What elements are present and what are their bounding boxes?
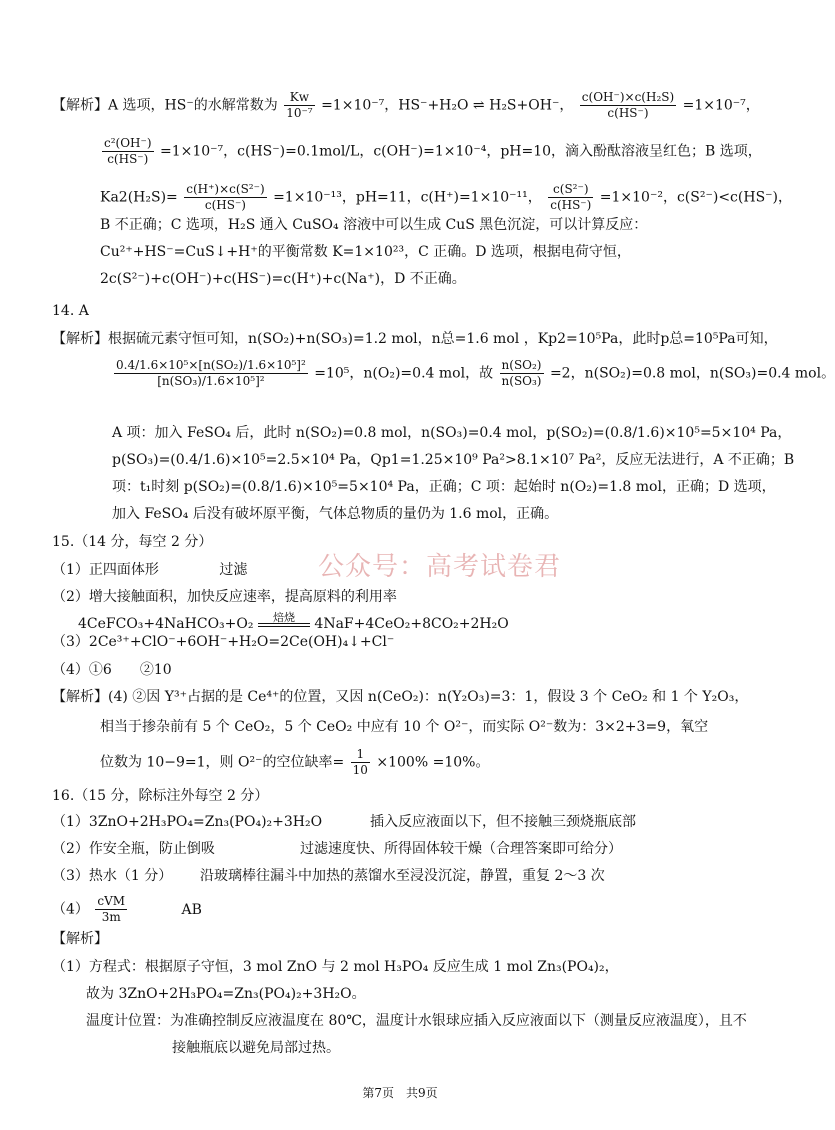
frac-num: Kw bbox=[284, 90, 314, 106]
frac-den: 10⁻⁷ bbox=[286, 106, 313, 120]
frac-den: c(HS⁻) bbox=[107, 152, 149, 166]
frac-num: 1 bbox=[351, 747, 370, 763]
fraction bbox=[548, 182, 593, 213]
text: ×100% =10%。 bbox=[376, 754, 490, 771]
q16-analysis-line2: 故为 3ZnO+2H₃PO₄=Zn₃(PO₄)₂+3H₂O。 bbox=[86, 986, 366, 1002]
q14-analysis-line6: 加入 FeSO₄ 后没有破坏原平衡，气体总物质的量仍为 1.6 mol，正确。 bbox=[112, 506, 559, 522]
q14-analysis-line1: 【解析】根据硫元素守恒可知，n(SO₂)+n(SO₃)=1.2 mol，n总=1.6 mol ，Kp2=10⁵Pa，此时p总=10⁵Pa可知， bbox=[52, 331, 778, 347]
q14-analysis-line5: 项：t₁时刻 p(SO₂)=(0.8/1.6)×10⁵=5×10⁴ Pa，正确；C 项：起始时 n(O₂)=1.8 mol，正确；D 选项， bbox=[112, 479, 776, 495]
analysis-13-line1 bbox=[52, 90, 760, 121]
fraction bbox=[284, 90, 314, 121]
q15-equation bbox=[78, 612, 509, 633]
text: 4NaF+4CeO₂+8CO₂+2H₂O bbox=[314, 616, 509, 632]
fraction bbox=[500, 358, 544, 389]
q14-equation bbox=[112, 358, 835, 389]
frac-den: 3m bbox=[101, 910, 121, 924]
q16-heading: 16.（15 分，除标注外每空 2 分） bbox=[52, 788, 269, 804]
frac-den: c(HS⁻) bbox=[607, 106, 649, 120]
text: （1）正四面体形 bbox=[52, 562, 159, 578]
text: =1×10⁻²，c(S²⁻)<c(HS⁻)， bbox=[599, 189, 793, 206]
text: （3）热水（1 分） bbox=[52, 868, 173, 884]
q14-analysis-line3: A 项：加入 FeSO₄ 后，此时 n(SO₂)=0.8 mol，n(SO₃)=0.4 mol，p(SO₂)=(0.8/1.6)×10⁵=5×10⁴ Pa， bbox=[112, 425, 792, 441]
text: 沿玻璃棒往漏斗中加热的蒸馏水至浸没沉淀，静置，重复 2～3 次 bbox=[200, 868, 605, 884]
text: （1）3ZnO+2H₃PO₄=Zn₃(PO₄)₂+3H₂O bbox=[52, 814, 323, 830]
text: 4CeFCO₃+4NaHCO₃+O₂ bbox=[78, 616, 254, 632]
frac-num: c²(OH⁻) bbox=[104, 136, 152, 150]
page-footer: 第7页 共9页 bbox=[362, 1086, 438, 1100]
analysis-13-line5: Cu²⁺+HS⁻=CuS↓+H⁺的平衡常数 K=1×10²³，C 正确。D 选项，根据电荷守恒， bbox=[100, 244, 631, 260]
q16-answer-4 bbox=[52, 894, 202, 925]
frac-den: n(SO₃) bbox=[501, 374, 542, 388]
text: =10⁵，n(O₂)=0.4 mol，故 bbox=[314, 365, 494, 382]
frac-num: c(S²⁻) bbox=[548, 182, 593, 198]
q16-analysis-line4: 接触瓶底以避免局部过热。 bbox=[172, 1040, 340, 1056]
analysis-13-line6: 2c(S²⁻)+c(OH⁻)+c(HS⁻)=c(H⁺)+c(Na⁺)，D 不正确。 bbox=[100, 271, 466, 287]
q16-answer-1 bbox=[52, 813, 636, 831]
fraction bbox=[114, 358, 308, 389]
q15-analysis-line3 bbox=[100, 747, 489, 778]
q16-answer-2 bbox=[52, 840, 622, 858]
frac-num: c(OH⁻)×c(H₂S) bbox=[581, 90, 675, 104]
q16-answer-3 bbox=[52, 867, 605, 885]
frac-den: c(HS⁻) bbox=[204, 198, 246, 212]
q15-answer-1 bbox=[52, 561, 247, 579]
fraction bbox=[184, 182, 266, 213]
q15-answer-2: （2）增大接触面积，加快反应速率，提高原料的利用率 bbox=[52, 589, 397, 605]
frac-num: n(SO₂) bbox=[501, 358, 542, 372]
q15-analysis-line1: 【解析】(4) ②因 Y³⁺占据的是 Ce⁴⁺的位置，又因 n(CeO₂)：n(Y₂O₃)=3：1，假设 3 个 CeO₂ 和 1 个 Y₂O₃， bbox=[52, 689, 749, 705]
frac-num: cVM bbox=[97, 894, 126, 908]
text: （2）作安全瓶，防止倒吸 bbox=[52, 841, 215, 857]
text: （4） bbox=[52, 901, 89, 918]
text: 位数为 10−9=1，则 O²⁻的空位缺率= bbox=[100, 754, 345, 771]
frac-num: 0.4/1.6×10⁵×[n(SO₂)/1.6×10⁵]² bbox=[116, 358, 306, 372]
text: Ka2(H₂S)= bbox=[100, 189, 178, 206]
watermark: 公众号：高考试卷君 bbox=[318, 552, 562, 582]
fraction bbox=[351, 747, 370, 778]
text: =1×10⁻¹³，pH=11，c(H⁺)=1×10⁻¹¹， bbox=[273, 189, 542, 206]
q16-analysis-line1: （1）方程式：根据原子守恒，3 mol ZnO 与 2 mol H₃PO₄ 反应生成 1 mol Zn₃(PO₄)₂， bbox=[52, 959, 619, 975]
analysis-13-line4: B 不正确；C 选项，H₂S 通入 CuSO₄ 溶液中可以生成 CuS 黑色沉淀，可以计算反应： bbox=[100, 217, 648, 233]
text: =1×10⁻⁷，HS⁻+H₂O ⇌ H₂S+OH⁻， bbox=[321, 97, 574, 114]
frac-num: c(H⁺)×c(S²⁻) bbox=[186, 182, 265, 196]
text: 【解析】A 选项，HS⁻的水解常数为 bbox=[52, 97, 278, 114]
q16-analysis-line3: 温度计位置：为准确控制反应液温度在 80℃，温度计水银球应插入反应液面以下（测量反应液温度），且不 bbox=[86, 1013, 747, 1029]
text: 插入反应液面以下，但不接触三颈烧瓶底部 bbox=[370, 814, 636, 830]
frac-den: [n(SO₃)/1.6×10⁵]² bbox=[157, 374, 265, 388]
text: 过滤速度快、所得固体较干燥（合理答案即可给分） bbox=[300, 841, 622, 857]
text: 过滤 bbox=[219, 562, 248, 578]
fraction bbox=[580, 90, 676, 121]
reaction-arrow bbox=[258, 612, 310, 633]
text: =2，n(SO₂)=0.8 mol，n(SO₃)=0.4 mol。 bbox=[549, 365, 835, 382]
q14-analysis-line4: p(SO₃)=(0.4/1.6)×10⁵=2.5×10⁴ Pa，Qp1=1.25×10⁹ Pa²>8.1×10⁷ Pa²，反应无法进行，A 不正确；B bbox=[112, 452, 795, 468]
analysis-13-line3 bbox=[100, 182, 792, 213]
q15-analysis-line2: 相当于掺杂前有 5 个 CeO₂，5 个 CeO₂ 中应有 10 个 O²⁻，而实际 O²⁻数为：3×2+3=9，氧空 bbox=[100, 719, 709, 735]
text: =1×10⁻⁷， bbox=[682, 97, 760, 114]
frac-den: c(HS⁻) bbox=[550, 198, 592, 212]
q15-heading: 15.（14 分，每空 2 分） bbox=[52, 534, 213, 550]
q14-answer: 14. A bbox=[52, 303, 89, 319]
text: =1×10⁻⁷，c(HS⁻)=0.1mol/L，c(OH⁻)=1×10⁻⁴，pH=10，滴入酚酞溶液呈红色；B 选项， bbox=[159, 143, 762, 160]
reaction-condition: 焙烧 bbox=[272, 611, 295, 624]
frac-den: 10 bbox=[352, 763, 368, 777]
q15-answer-4: （4）①6 ②10 bbox=[52, 662, 172, 678]
fraction bbox=[95, 894, 127, 925]
analysis-13-line2 bbox=[100, 136, 762, 167]
fraction bbox=[102, 136, 154, 167]
text: AB bbox=[181, 901, 202, 918]
q16-analysis-heading: 【解析】 bbox=[52, 931, 108, 947]
q15-answer-3: （3）2Ce³⁺+ClO⁻+6OH⁻+H₂O=2Ce(OH)₄↓+Cl⁻ bbox=[52, 634, 395, 650]
